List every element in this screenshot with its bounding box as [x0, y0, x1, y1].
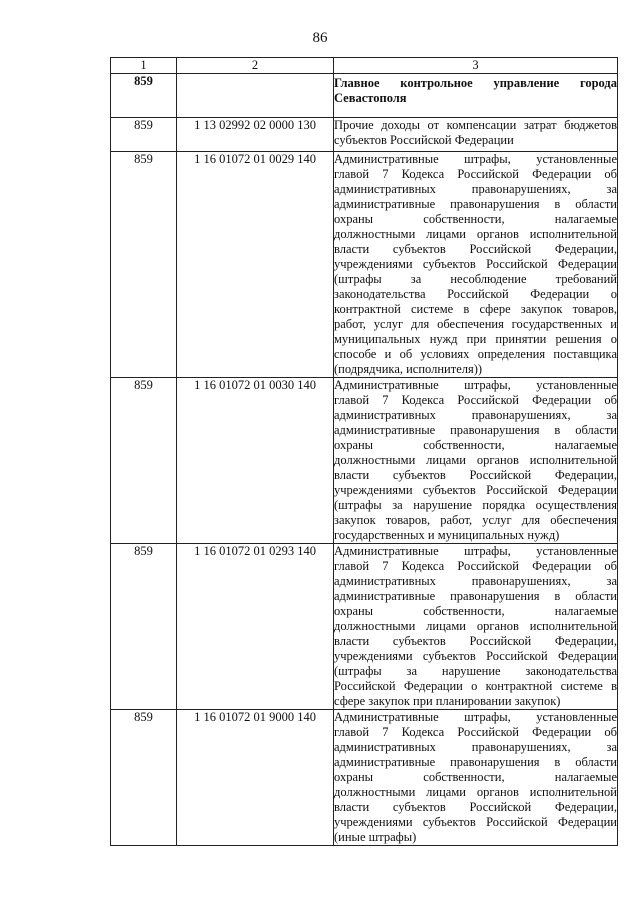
description-line: охраны собственности, налагаемые — [334, 604, 617, 618]
admin-code-cell: 859 — [111, 378, 177, 544]
description-line: власти субъектов Российской Федерации, — [334, 242, 617, 256]
description-cell — [334, 74, 618, 118]
description-line: власти субъектов Российской Федерации, — [334, 468, 617, 482]
table-row — [111, 544, 618, 710]
description-line: Российской Федерации о контрактной системе в — [334, 679, 617, 693]
description-cell — [334, 544, 618, 710]
description-line: главой 7 Кодекса Российской Федерации об — [334, 393, 617, 407]
budget-classification-code-cell — [177, 74, 334, 118]
description-line: должностными лицами органов исполнительной — [334, 227, 617, 241]
description-line: охраны собственности, налагаемые — [334, 770, 617, 784]
page-number: 86 — [312, 30, 328, 46]
budget-classification-code-cell: 1 16 01072 01 0029 140 — [177, 152, 334, 378]
admin-code-cell: 859 — [111, 710, 177, 846]
description-line: контрактной системе в сфере закупок товаров, — [334, 302, 617, 316]
table-row — [111, 74, 618, 118]
table-row — [111, 152, 618, 378]
description-line: Прочие доходы от компенсации затрат бюджетов — [334, 118, 617, 132]
description-line: учреждениями субъектов Российской Федерации — [334, 815, 617, 829]
description-cell — [334, 710, 618, 846]
description-line: муниципальных нужд при принятии решения о — [334, 332, 617, 346]
description-line: Административные штрафы, установленные — [334, 378, 617, 392]
admin-code-cell: 859 — [111, 544, 177, 710]
description-line: власти субъектов Российской Федерации, — [334, 800, 617, 814]
header-col-1: 1 — [111, 58, 177, 74]
admin-code-cell: 859 — [111, 152, 177, 378]
table-row — [111, 378, 618, 544]
description-line: государственных и муниципальных нужд) — [334, 528, 560, 542]
description-line: работ, услуг для обеспечения государственных и — [334, 317, 617, 331]
description-line: административные правонарушения в области — [334, 755, 617, 769]
description-line: учреждениями субъектов Российской Федерации — [334, 649, 617, 663]
description-line: (штрафы за нарушение порядка осуществления — [334, 498, 617, 512]
description-cell — [334, 378, 618, 544]
description-line: власти субъектов Российской Федерации, — [334, 634, 617, 648]
header-col-2: 2 — [177, 58, 334, 74]
table-header-row — [111, 58, 618, 74]
description-line: учреждениями субъектов Российской Федерации — [334, 257, 617, 271]
description-line: (штрафы за несоблюдение требований — [334, 272, 617, 286]
description-line: закупок товаров, работ, услуг для обеспечения — [334, 513, 617, 527]
description-line: главой 7 Кодекса Российской Федерации об — [334, 725, 617, 739]
admin-code-cell: 859 — [111, 74, 177, 118]
budget-classification-code-cell: 1 16 01072 01 0293 140 — [177, 544, 334, 710]
description-line: сфере закупок при планировании закупок) — [334, 694, 561, 708]
description-line: административные правонарушения в области — [334, 423, 617, 437]
description-line: должностными лицами органов исполнительной — [334, 619, 617, 633]
description-line: административные правонарушения в области — [334, 589, 617, 603]
description-line: главой 7 Кодекса Российской Федерации об — [334, 167, 617, 181]
description-line: главой 7 Кодекса Российской Федерации об — [334, 559, 617, 573]
description-line: административных правонарушениях, за — [334, 408, 617, 422]
description-line: должностными лицами органов исполнительной — [334, 453, 617, 467]
description-line: субъектов Российской Федерации — [334, 133, 514, 147]
description-line: Административные штрафы, установленные — [334, 152, 617, 166]
description-line: Главное контрольное управление города — [334, 76, 617, 90]
income-codes-table — [110, 57, 618, 846]
description-cell — [334, 152, 618, 378]
description-line: Севастополя — [334, 91, 407, 105]
admin-code-cell: 859 — [111, 118, 177, 152]
description-line: Административные штрафы, установленные — [334, 544, 617, 558]
budget-classification-code-cell: 1 16 01072 01 9000 140 — [177, 710, 334, 846]
description-line: административные правонарушения в области — [334, 197, 617, 211]
header-col-3: 3 — [334, 58, 618, 74]
description-line: Административные штрафы, установленные — [334, 710, 617, 724]
description-line: способе и об условиях определения поставщика — [334, 347, 617, 361]
description-line: административных правонарушениях, за — [334, 182, 617, 196]
description-line: административных правонарушениях, за — [334, 574, 617, 588]
description-line: учреждениями субъектов Российской Федерации — [334, 483, 617, 497]
description-line: должностными лицами органов исполнительной — [334, 785, 617, 799]
budget-classification-code-cell: 1 16 01072 01 0030 140 — [177, 378, 334, 544]
description-cell — [334, 118, 618, 152]
description-line: законодательства Российской Федерации о — [334, 287, 617, 301]
table-row — [111, 710, 618, 846]
description-line: (иные штрафы) — [334, 830, 417, 844]
description-line: охраны собственности, налагаемые — [334, 438, 617, 452]
description-line: административных правонарушениях, за — [334, 740, 617, 754]
budget-classification-code-cell: 1 13 02992 02 0000 130 — [177, 118, 334, 152]
description-line: (подрядчика, исполнителя)) — [334, 362, 483, 376]
table-row — [111, 118, 618, 152]
description-line: охраны собственности, налагаемые — [334, 212, 617, 226]
description-line: (штрафы за нарушение законодательства — [334, 664, 617, 678]
